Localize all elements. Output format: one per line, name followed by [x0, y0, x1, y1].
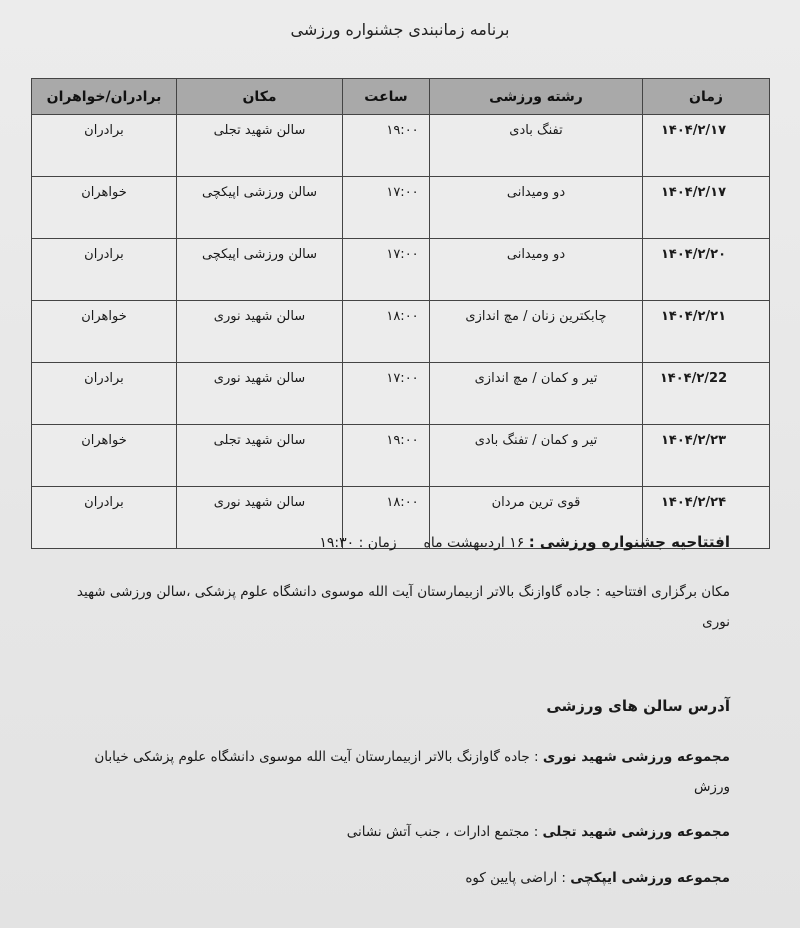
cell-date: ۱۴۰۴/۲/۲۰: [643, 239, 770, 301]
address-item-ipakchi: [70, 863, 730, 893]
cell-sport: تفنگ بادی: [430, 115, 643, 177]
cell-gender: خواهران: [32, 177, 177, 239]
cell-time: ۱۸:۰۰: [343, 301, 430, 363]
cell-place: سالن شهید نوری: [177, 487, 343, 549]
cell-sport: دو ومیدانی: [430, 177, 643, 239]
cell-place: سالن ورزشی اپیکچی: [177, 239, 343, 301]
cell-gender: برادران: [32, 363, 177, 425]
table-row: [32, 115, 770, 177]
header-gender: برادران/خواهران: [32, 79, 177, 115]
table-header-row: [32, 79, 770, 115]
address-name: مجموعه ورزشی شهید نوری: [542, 749, 730, 765]
cell-sport: قوی ترین مردان: [430, 487, 643, 549]
address-text: : جاده گاوازنگ بالاتر ازبیمارستان آیت الله موسوی دانشگاه علوم پزشکی خیابان ورزش: [94, 749, 730, 795]
cell-date: ۱۴۰۴/۲/۱۷: [643, 177, 770, 239]
cell-place: سالن ورزشی اپیکچی: [177, 177, 343, 239]
cell-time: ۱۷:۰۰: [343, 239, 430, 301]
address-text: : اراضی پایین کوه: [465, 870, 566, 886]
addresses-title: آدرس سالن های ورزشی: [546, 697, 730, 715]
table-row: [32, 177, 770, 239]
table-row: [32, 425, 770, 487]
address-item-nouri: [70, 742, 730, 802]
cell-time: ۱۷:۰۰: [343, 177, 430, 239]
address-name: مجموعه ورزشی شهید تجلی: [542, 824, 730, 840]
cell-sport: دو ومیدانی: [430, 239, 643, 301]
cell-date: ۱۴۰۴/۲/22: [643, 363, 770, 425]
cell-place: سالن شهید تجلی: [177, 425, 343, 487]
cell-date: ۱۴۰۴/۲/۲۴: [643, 487, 770, 549]
cell-sport: تیر و کمان / مچ اندازی: [430, 363, 643, 425]
opening-line: [70, 533, 730, 551]
opening-label: افتتاحیه جشنواره ورزشی :: [528, 533, 730, 551]
page-title: برنامه زمانبندی جشنواره ورزشی: [290, 20, 510, 39]
schedule-table: [31, 78, 770, 549]
header-time: ساعت: [343, 79, 430, 115]
cell-place: سالن شهید تجلی: [177, 115, 343, 177]
opening-time: زمان : ۱۹:۳۰: [319, 535, 397, 551]
cell-time: ۱۹:۰۰: [343, 425, 430, 487]
cell-place: سالن شهید نوری: [177, 363, 343, 425]
address-name: مجموعه ورزشی ایپکچی: [570, 870, 730, 886]
table-row: [32, 363, 770, 425]
address-text: : مجتمع ادارات ، جنب آتش نشانی: [346, 824, 539, 840]
cell-gender: خواهران: [32, 425, 177, 487]
table-row: [32, 301, 770, 363]
cell-time: ۱۷:۰۰: [343, 363, 430, 425]
header-date: زمان: [643, 79, 770, 115]
cell-time: ۱۸:۰۰: [343, 487, 430, 549]
table-row: [32, 239, 770, 301]
cell-gender: برادران: [32, 115, 177, 177]
opening-date: ۱۶ اردیبهشت ماه: [423, 535, 525, 551]
header-sport: رشته ورزشی: [430, 79, 643, 115]
cell-gender: برادران: [32, 487, 177, 549]
cell-sport: چابکترین زنان / مچ اندازی: [430, 301, 643, 363]
address-item-tajali: [70, 817, 730, 847]
cell-date: ۱۴۰۴/۲/۲۱: [643, 301, 770, 363]
opening-place: مکان برگزاری افتتاحیه : جاده گاوازنگ بالاتر ازبیمارستان آیت الله موسوی دانشگاه علوم پزشکی ،سالن ورزشی شهید نوری: [76, 584, 730, 630]
cell-time: ۱۹:۰۰: [343, 115, 430, 177]
cell-gender: خواهران: [32, 301, 177, 363]
cell-gender: برادران: [32, 239, 177, 301]
cell-sport: تیر و کمان / تفنگ بادی: [430, 425, 643, 487]
header-place: مکان: [177, 79, 343, 115]
cell-place: سالن شهید نوری: [177, 301, 343, 363]
cell-date: ۱۴۰۴/۲/۲۳: [643, 425, 770, 487]
cell-date: ۱۴۰۴/۲/۱۷: [643, 115, 770, 177]
